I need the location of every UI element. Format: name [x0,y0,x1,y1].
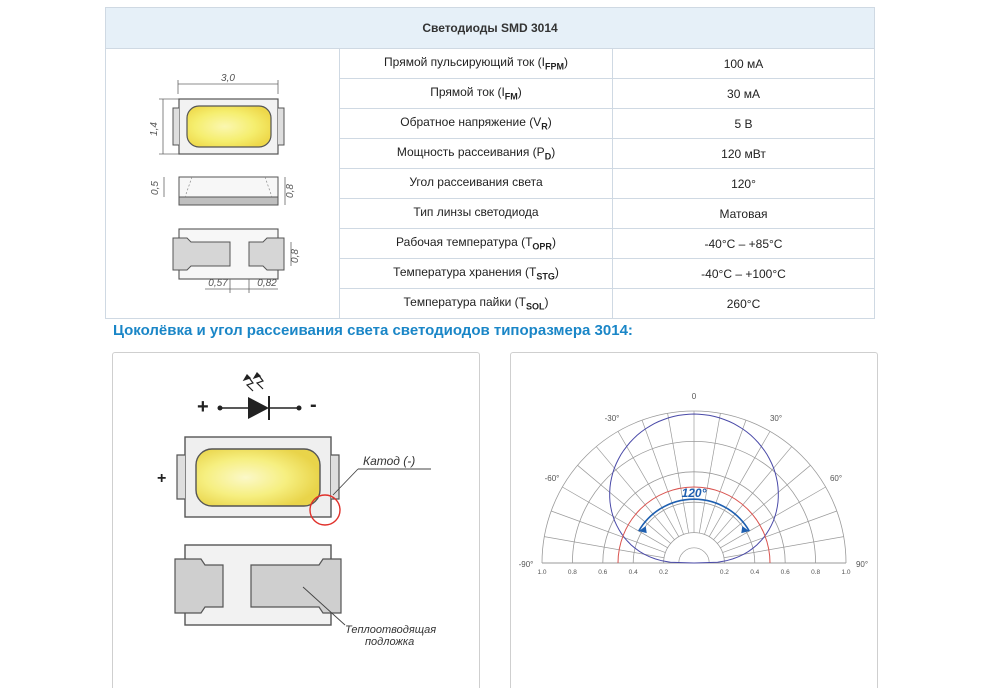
param-label: Угол рассеивания света [340,169,613,199]
side-plus-symbol: + [157,470,167,487]
dimension-drawing [107,51,339,313]
param-label: Прямой ток $(I_{FM})$ [340,79,613,109]
radial-label: 0.4 [628,569,638,576]
angle-label-minus-90: -90° [518,560,534,569]
polar-spoke [618,431,679,536]
angle-label-minus-30: -30° [604,414,620,423]
cathode-label: Катод (-) [363,454,416,468]
polar-spoke [723,511,837,553]
polar-inner-ring [679,548,709,563]
top-view [149,73,284,154]
led-lens [196,449,320,506]
param-label: Обратное напряжение $(V_R)$ [340,109,613,139]
beam-angle-label: 120° [681,486,707,501]
plus-symbol: + [197,396,209,418]
pinout-panel [112,352,480,688]
polar-spoke [704,420,746,534]
polar-spoke [642,420,684,534]
param-value: -40°С – +85°С [613,229,875,259]
diode-symbol [197,373,317,420]
radial-label: 1.0 [841,569,851,576]
param-label: Тип линзы светодиода [340,199,613,229]
width-dimension: 1,4 [148,122,160,136]
param-value: 100 мА [613,49,875,79]
polar-diagram [511,353,877,688]
table-title: Светодиоды SMD 3014 [106,8,875,49]
radial-label: 0.6 [598,569,608,576]
bottom-gap-dimension: 0,57 [207,278,228,289]
side-view [150,177,296,205]
light-emission-icon [244,373,263,391]
angle-label-30: 30° [769,414,783,423]
radial-label: 0.6 [780,569,790,576]
radial-label: 1.0 [537,569,547,576]
radial-label: 0.2 [719,569,729,576]
param-label: Температура хранения $(T_{STG})$ [340,259,613,289]
polar-spoke [562,487,667,548]
radial-label: 0.2 [659,569,669,576]
section-title: Цоколёвка и угол рассеивания света светодиодов типоразмера 3014: [113,322,633,339]
table-row [106,49,875,79]
angle-label-90: 90° [855,560,869,569]
polar-spoke [699,413,720,533]
bottom-pad-width-dimension: 0,82 [256,278,277,289]
param-label: Прямой пульсирующий ток $(I_{FPM})$ [340,49,613,79]
angle-label-0: 0 [691,392,697,401]
radial-label: 0.8 [811,569,821,576]
radial-label: 0.8 [567,569,577,576]
bottom-view [173,229,301,293]
led-bottom-view [175,545,436,648]
polar-spoke [544,537,664,558]
polar-spoke [551,511,665,553]
polar-spoke [668,413,689,533]
side-height-dimension: 0,5 [149,181,161,195]
param-label: Мощность рассеивания $(P_D)$ [340,139,613,169]
dimension-drawing-cell [106,49,340,319]
angle-label-minus-60: -60° [544,474,560,483]
heatsink-label-line2: подложка [365,636,415,648]
minus-symbol: - [310,394,317,416]
polar-spoke [724,537,844,558]
led-lens-top [187,106,271,147]
param-value: 30 мА [613,79,875,109]
param-label: Рабочая температура $(T_{OPR})$ [340,229,613,259]
polar-panel [510,352,878,688]
pinout-diagram [113,353,479,688]
angle-label-60: 60° [829,474,843,483]
polar-spoke [709,431,770,536]
param-value: 5 В [613,109,875,139]
table-header-row [106,8,875,49]
param-value: 260°С [613,289,875,319]
heatsink-label-line1: Теплоотводящая [345,624,437,636]
polar-spoke [720,487,825,548]
length-dimension: 3,0 [220,73,235,84]
led-top-view [157,437,431,525]
polar-labels [519,392,868,576]
param-value: 120° [613,169,875,199]
radial-label: 0.4 [750,569,760,576]
param-value: -40°С – +100°С [613,259,875,289]
spec-table [105,7,875,319]
param-value: Матовая [613,199,875,229]
side-total-dimension: 0,8 [284,184,296,198]
bottom-pad-height-dimension: 0,8 [289,249,301,263]
param-value: 120 мВт [613,139,875,169]
param-label: Температура пайки $(T_{SOL})$ [340,289,613,319]
